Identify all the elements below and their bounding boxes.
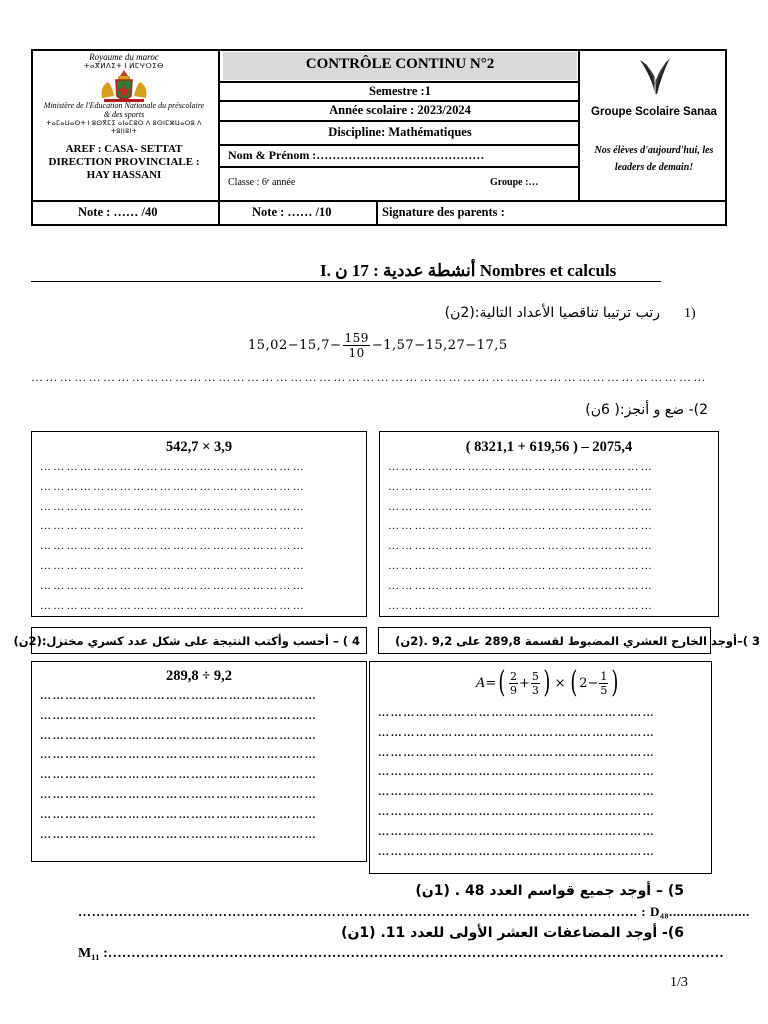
annee-label: Année scolaire : 2023/2024 [329,103,471,117]
answer-lines[interactable]: …………………………………………………… …………………………………………………… …………………………………………………… …………………………………………………… …………………………………………………… …………………………………………………… …………………………………………………… …………………………………………………… [40,461,306,612]
q3-prompt: 3 )–أوجد الخارج العشري المضبوط لقسمة 289,8 على 9,2 .(2ن) [395,634,760,648]
section-title: I. أنشطة عددية : 17 ن Nombres et calculs [320,261,617,280]
q2-right-box[interactable] [379,431,719,617]
aref-label: AREF : CASA- SETTAT DIRECTION PROVINCIALE : HAY HASSANI [48,143,200,181]
ministry-tifinagh: ⵜⴰⵎⴰⵡⴰⵙⵜ ⵏ ⵓⵙⴳⵎⵉ ⴰⵏⴰⵎⵓⵔ ⴷ ⵓⵙⵏⵎⵣⵡⴰⵔⵓ ⴷ ⵜⵓⵏⵏⵓⵏⵜ [46,120,202,135]
q4-formula: A= ( 2 9 + $\frac{5}{3}$ ) × ( 2− $\frac{1}{5}$ ) [476,665,619,700]
parents-signature-field[interactable]: Signature des parents : [382,205,505,219]
nom-field[interactable]: Nom & Prénom :…………………………………… [228,148,485,162]
q1-prompt: رتب ترتيبا تناقصيا الأعداد التالية:(2ن) [444,305,660,321]
royal-emblem-icon [94,68,154,104]
exam-title: CONTRÔLE CONTINU N°2 [305,56,495,72]
quill-logo-icon [630,56,680,96]
header-divider [218,120,580,122]
q3-box-title: 289,8 ÷ 9,2 [166,668,232,684]
header-divider [31,200,727,202]
seq-part: 15,02−15,7− [248,338,342,353]
formula-label: A= [476,675,497,691]
q5-prompt: 5) – أوجد جميع قواسم العدد 48 . (1ن) [415,883,684,899]
q3-answer-box[interactable] [31,661,367,862]
seq-part: −1,57−15,27−17,5 [371,338,508,353]
header-divider [376,201,378,226]
q4-label-box [13,627,367,654]
q6-prompt: 6)- أوجد المضاعفات العشر الأولى للعدد 11. (1ن) [341,925,684,941]
classe-label: Classe : 6ᵉ année [228,177,296,188]
header-divider [578,49,580,201]
discipline-label: Discipline: Mathématiques [328,125,472,139]
note-40-field[interactable]: Note : …… /40 [78,205,158,219]
q1-sequence [248,331,508,360]
q1-number: 1) [684,306,696,321]
kingdom-tifinagh: ⵜⴰⴳⵍⴷⵉⵜ ⵏ ⵍⵎⵖⵔⵉⴱ [84,62,164,70]
q2-prompt: 2)- ضع و أنجز:( 6ن) [585,402,708,418]
semestre-label: Semestre :1 [369,84,431,98]
school-name: Groupe Scolaire Sanaa [591,106,717,118]
header-divider [218,144,580,146]
q3-label-box [378,627,760,654]
q5-answer-line[interactable]: ………………………………………………………………………………………..………………….. : D₄₈..................... [78,904,750,919]
q2-right-title: ( 8321,1 + 619,56 ) – 2075,4 [465,439,633,455]
ministry-label: Ministère de l'Education Nationale du préscolaire & des sports [43,101,205,119]
header-divider [218,166,580,168]
fraction-numerator: 159 [344,331,369,345]
answer-lines[interactable]: ………………………………………………………… ………………………………………………………… ………………………………………………………… ………………………………………………………… ………………………………………………………… ………………………………………………………… ………………………………………………………… ………………………………………………………… [378,707,656,858]
answer-lines[interactable]: …………………………………………………… …………………………………………………… …………………………………………………… …………………………………………………… …………………………………………………… …………………………………………………… …………………………………………………… …………………………………………………… [388,461,654,612]
fraction-denominator: 10 [348,346,365,360]
header-divider [218,100,580,102]
q2-left-box[interactable] [31,431,367,617]
fraction [343,331,369,360]
q1-answer-line[interactable]: …………………………………………………………………………………………………………………………… [31,370,708,384]
answer-lines[interactable]: ………………………………………………………… ………………………………………………………… ………………………………………………………… ………………………………………………………… ………………………………………………………… ………………………………………………………… ………………………………………………………… ………………………………………………………… [40,690,318,841]
header-divider [218,81,580,83]
page-number: 1/3 [670,975,688,990]
q2-left-title: 542,7 × 3,9 [165,439,233,455]
kingdom-label: Royaume du maroc [89,52,159,62]
school-slogan: Nos élèves d'aujourd'hui, les leaders de demain! [594,145,714,173]
q6-answer-line[interactable]: M₁₁ :…………………………………………………………………………………………………………………… [78,946,724,961]
groupe-field[interactable]: Groupe :… [490,177,539,188]
q4-prompt: 4 ) – أحسب وأكتب النتيجة على شكل عدد كسري مختزل:(2ن) [13,634,360,648]
note-10-field[interactable]: Note : …… /10 [252,205,332,219]
section-underline [31,281,661,282]
